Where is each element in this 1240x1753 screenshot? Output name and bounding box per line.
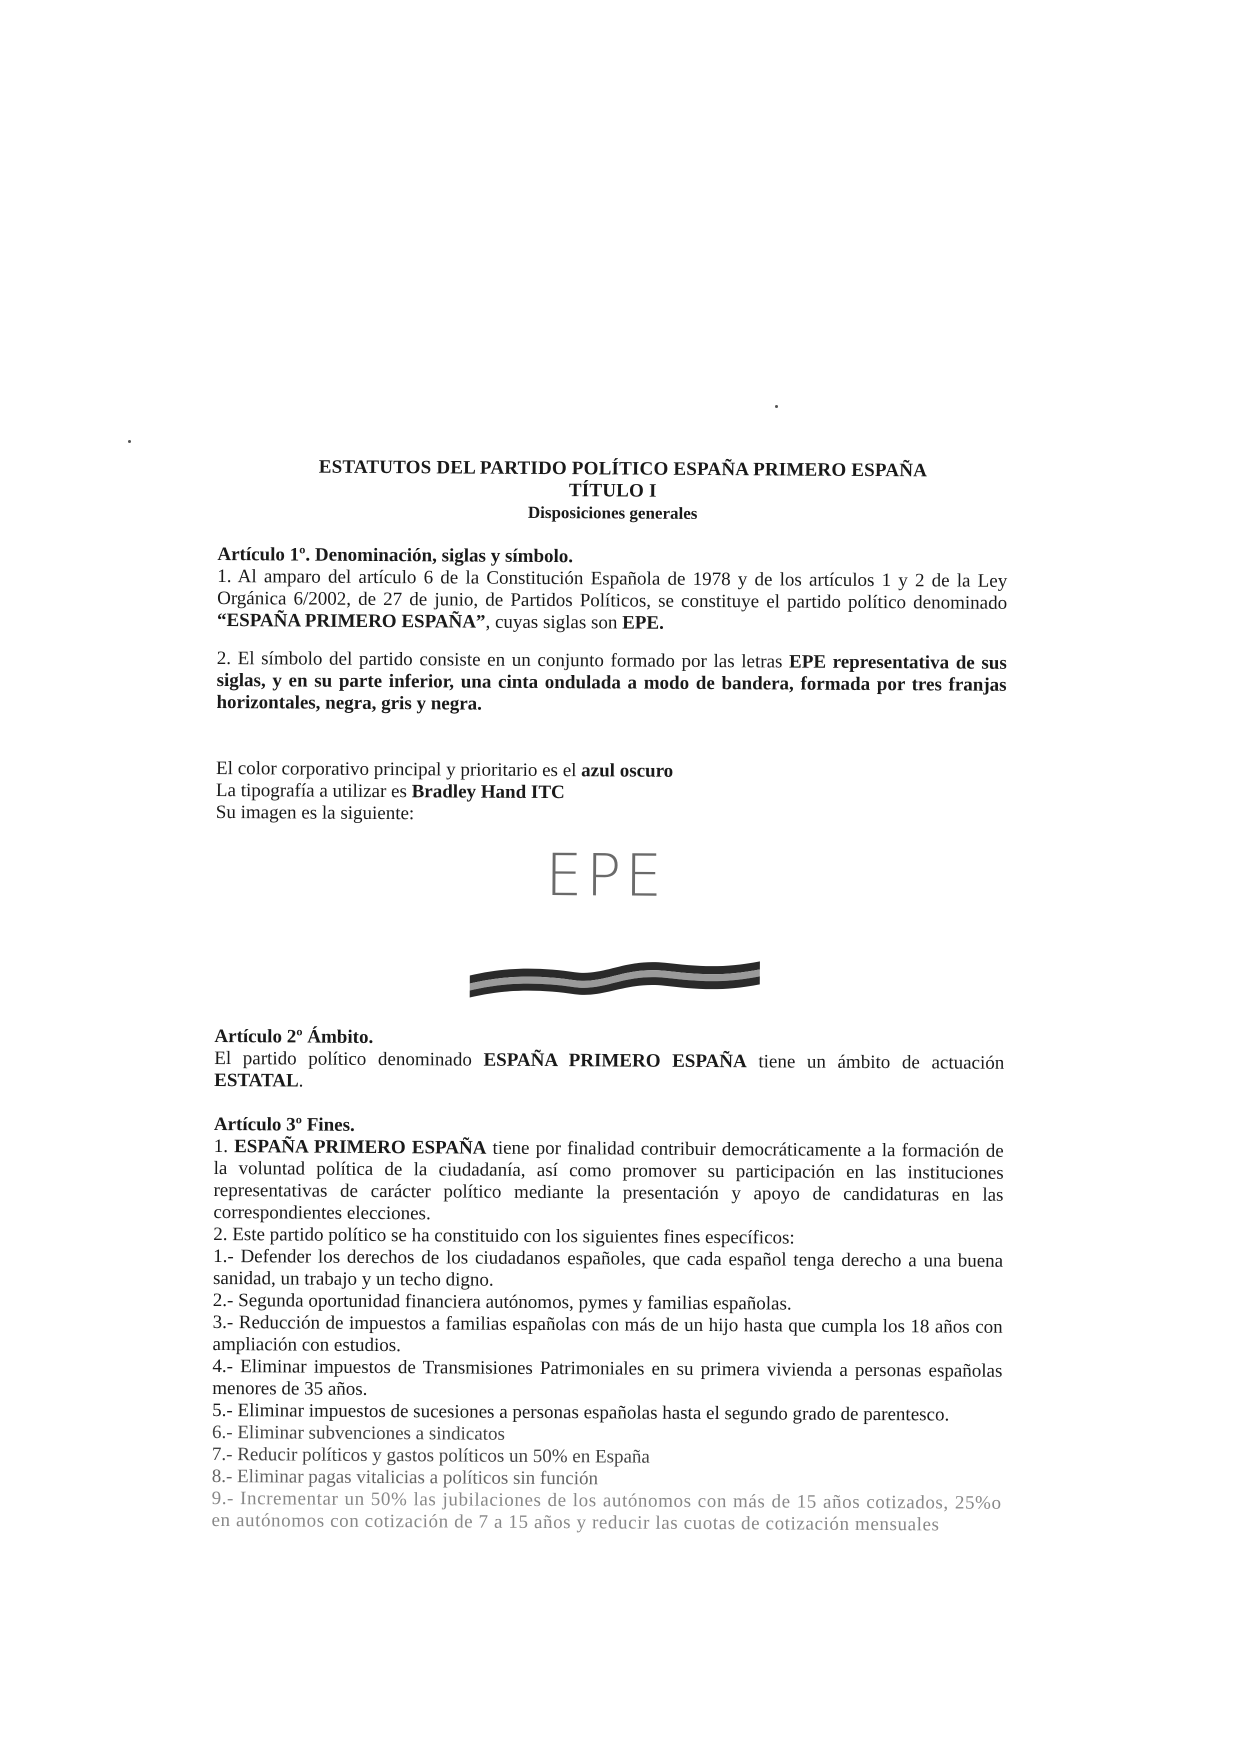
list-item: 7.- Reducir políticos y gastos políticos un 50% en España [211,1443,650,1468]
list-item: 1.- Defender los derechos de los ciudadanos españoles, que cada español tenga derecho a una buena sanidad, un trabajo y un techo digno. [212,1245,1004,1291]
list-item: 9.- Incrementar un 50% las jubilaciones de los autónomos con más de 15 años cotizados, 25%o en autónomos con cotización de 7 a 15 años y reducir las cuotas de cotización mensuales [211,1487,1002,1536]
list-item: 8.- Eliminar pagas vitalicias a políticos sin función [211,1465,599,1490]
party-logo [215,841,1006,1009]
document-body [211,456,1008,1537]
article1-paragraph2: 2. El símbolo del partido consiste en un conjunto formado por las letras EPE representativa de sus siglas, y en su parte inferior, una cinta ondulada a modo de bandera, formada por tres franjas horizontales, negra, gris y negra. [216,647,1007,715]
article2-paragraph: El partido político denominado ESPAÑA PRIMERO ESPAÑA tiene un ámbito de actuación ESTATAL. [214,1047,1005,1092]
section-subtitle: Disposiciones generales [527,502,698,523]
article1-heading: Artículo 1º. Denominación, siglas y símbolo. [217,543,574,568]
scan-speck [128,440,131,443]
image-line: Su imagen es la siguiente: [215,801,415,825]
wavy-flag-ribbon [465,938,765,1000]
document-title: ESTATUTOS DEL PARTIDO POLÍTICO ESPAÑA PRIMERO ESPAÑA [318,456,928,482]
list-item: 3.- Reducción de impuestos a familias españolas con más de un hijo hasta que cumpla los 18 años con ampliación con estudios. [212,1311,1003,1357]
list-item: 6.- Eliminar subvenciones a sindicatos [211,1421,505,1445]
logo-lettering: EPE [545,841,666,910]
article2-heading: Artículo 2º Ámbito. [214,1025,374,1048]
title-section: TÍTULO I [568,480,657,502]
color-line: El color corporativo principal y prioritario es el azul oscuro [216,757,674,782]
article3-paragraph2: 2. Este partido político se ha constituido con los siguientes fines específicos: [213,1223,795,1249]
list-item: 2.- Segunda oportunidad financiera autónomos, pymes y familias españolas. [212,1289,792,1315]
article1-paragraph1: 1. Al amparo del artículo 6 de la Constitución Española de 1978 y de los artículos 1 y 2 de la Ley Orgánica 6/2002, de 27 de junio, de Partidos Políticos, se constituye el partido político denominado “ESPAÑA PRIMERO ESPAÑA”, cuyas siglas son EPE. [216,565,1008,634]
list-item: 5.- Eliminar impuestos de sucesiones a personas españolas hasta el segundo grado de parentesco. [212,1399,950,1426]
article3-paragraph1: 1. ESPAÑA PRIMERO ESPAÑA tiene por finalidad contribuir democráticamente a la formación de la voluntad política de la ciudadanía, así como promover su participación en las instituciones representativas de carácter político mediante la presentación y apoyo de candidaturas en las correspondientes elecciones. [213,1135,1004,1225]
scan-speck [775,405,778,408]
font-line: La tipografía a utilizar es Bradley Hand ITC [215,779,565,804]
article3-heading: Artículo 3º Fines. [213,1113,355,1136]
list-item: 4.- Eliminar impuestos de Transmisiones Patrimoniales en su primera vivienda a personas españolas menores de 35 años. [212,1355,1003,1400]
